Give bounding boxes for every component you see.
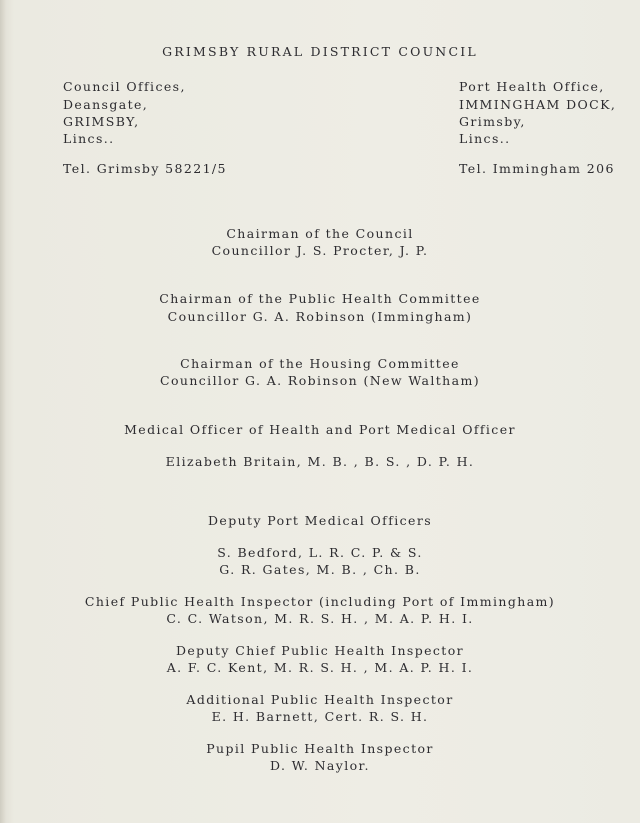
officer-role: Deputy Port Medical Officers xyxy=(207,513,433,528)
officer-role: Additional Public Health Inspector xyxy=(186,692,454,707)
officer-role: Medical Officer of Health and Port Medical Officer xyxy=(124,422,516,437)
officer-name: Councillor G. A. Robinson (New Waltham) xyxy=(159,373,481,388)
officer-name: E. H. Barnett, Cert. R. S. H. xyxy=(211,709,429,724)
officer-role: Deputy Chief Public Health Inspector xyxy=(175,643,465,658)
officer-role: Chairman of the Council xyxy=(226,226,414,241)
officer-name: Councillor G. A. Robinson (Immingham) xyxy=(167,309,473,324)
officer-name: G. R. Gates, M. B. , Ch. B. xyxy=(219,562,421,577)
officer-role: Pupil Public Health Inspector xyxy=(206,741,434,756)
council-title: GRIMSBY RURAL DISTRICT COUNCIL xyxy=(162,44,478,59)
officer-name: D. W. Naylor. xyxy=(270,758,370,773)
officer-role: Chief Public Health Inspector (including Port of Immingham) xyxy=(84,594,556,609)
officer-name: Elizabeth Britain, M. B. , B. S. , D. P. H. xyxy=(165,454,475,469)
address-left-line: Lincs.. xyxy=(63,131,115,146)
address-left-line: Council Offices, xyxy=(63,79,186,94)
phone-right: Tel. Immingham 206 xyxy=(459,161,615,176)
officer-name: A. F. C. Kent, M. R. S. H. , M. A. P. H. I. xyxy=(166,660,474,675)
officer-name: Councillor J. S. Procter, J. P. xyxy=(211,243,429,258)
address-left-line: GRIMSBY, xyxy=(63,114,140,129)
officer-name: C. C. Watson, M. R. S. H. , M. A. P. H. I. xyxy=(166,611,474,626)
officer-role: Chairman of the Public Health Committee xyxy=(159,291,481,306)
phone-left: Tel. Grimsby 58221/5 xyxy=(63,161,227,176)
address-right-line: IMMINGHAM DOCK, xyxy=(459,97,617,112)
address-right-line: Grimsby, xyxy=(459,114,526,129)
address-left-line: Deansgate, xyxy=(63,97,149,112)
officer-name: S. Bedford, L. R. C. P. & S. xyxy=(217,545,423,560)
address-right-line: Lincs.. xyxy=(459,131,511,146)
address-right-line: Port Health Office, xyxy=(459,79,605,94)
officer-role: Chairman of the Housing Committee xyxy=(180,356,460,371)
